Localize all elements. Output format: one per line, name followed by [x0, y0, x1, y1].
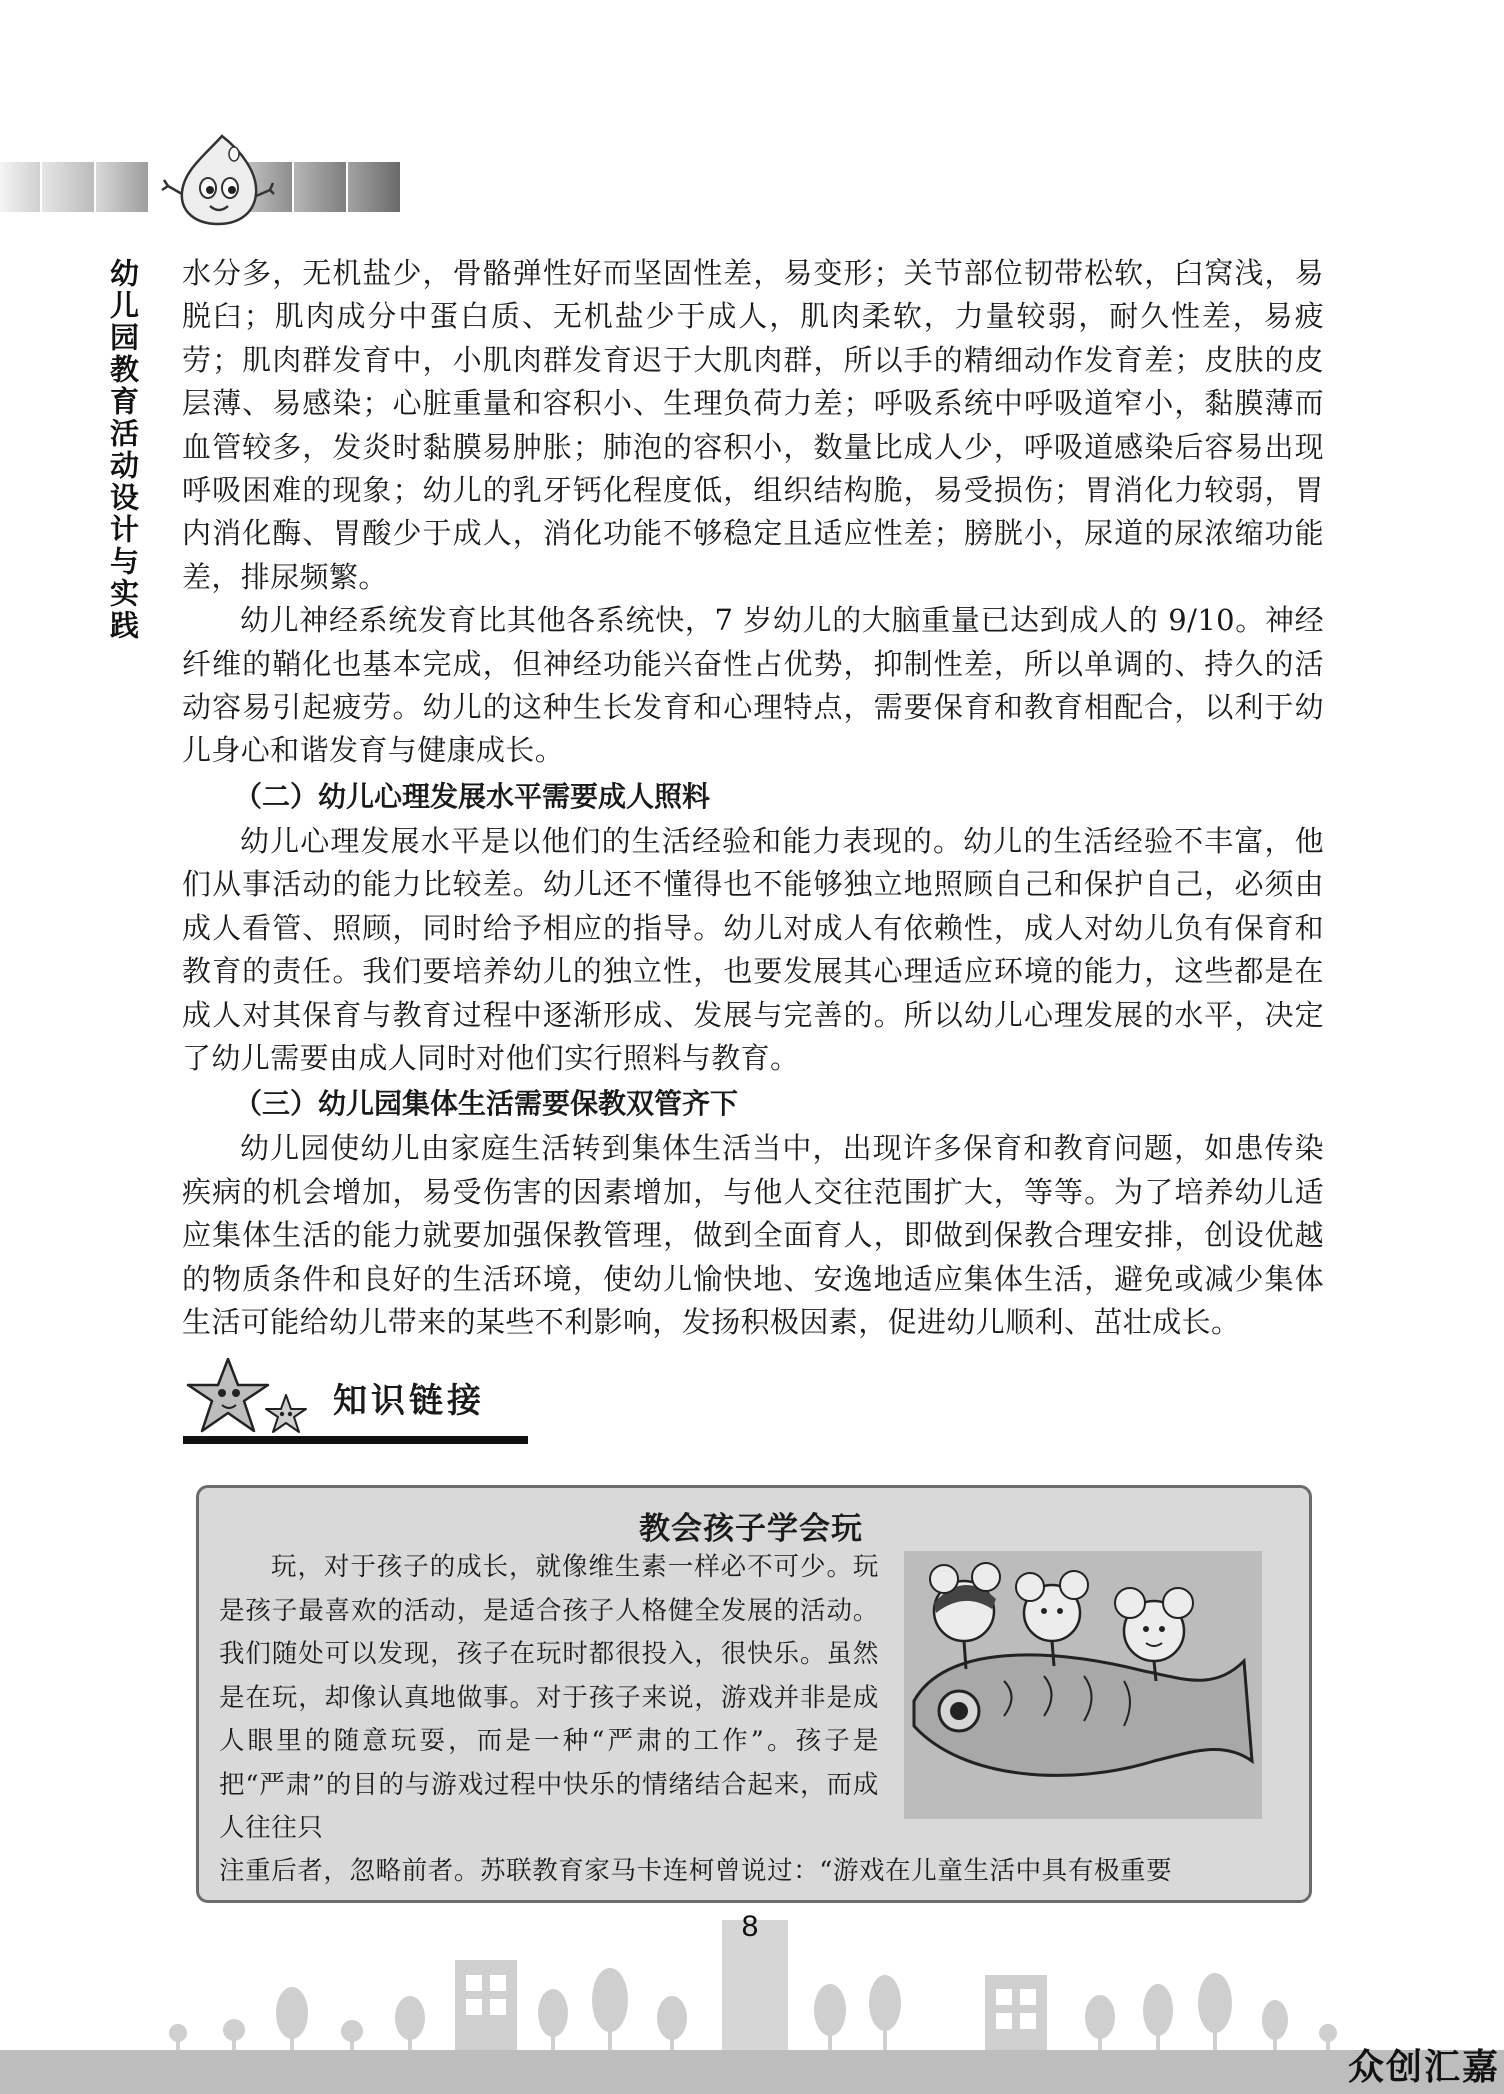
mice-on-fish-illustration	[904, 1551, 1262, 1819]
section-heading: （二）幼儿心理发展水平需要成人照料	[234, 779, 711, 813]
knowledge-link-underline	[183, 1436, 528, 1444]
body-paragraph: 幼儿园使幼儿由家庭生活转到集体生活当中，出现许多保育和教育问题，如患传染疾病的机会增加，易受伤害的因素增加，与他人交往范围扩大，等等。为了培养幼儿适应集体生活的能力就要加强保教管理，做到全面育人，即做到保教合理安排，创设优越的物质条件和良好的生活环境，使幼儿愉快地、安逸地适应集体生活，避免或减少集体生活可能给幼儿带来的某些不利影响，发扬积极因素，促进幼儿顺利、茁壮成长。	[182, 1131, 1324, 1339]
knowledge-box-title: 教会孩子学会玩	[639, 1511, 863, 1547]
main-content	[182, 252, 1324, 1344]
knowledge-box-text: 玩，对于孩子的成长，就像维生素一样必不可少。玩是孩子最喜欢的活动，是适合孩子人格健全发展的活动。我们随处可以发现，孩子在玩时都很投入，很快乐。虽然是在玩，却像认真地做事。对于孩子来说，游戏并非是成人眼里的随意玩耍，而是一种“严肃的工作”。孩子是把“严肃”的目的与游戏过程中快乐的情绪结合起来，而成人往往只	[219, 1552, 879, 1843]
book-side-title: 幼儿园教育活动设计与实践	[106, 258, 140, 642]
body-paragraph: 幼儿神经系统发育比其他各系统快，7 岁幼儿的大脑重量已达到成人的 9/10。神经纤维的鞘化也基本完成，但神经功能兴奋性占优势，抑制性差，所以单调的、持久的活动容易引起疲劳。幼儿的这种生长发育和心理特点，需要保育和教育相配合，以利于幼儿身心和谐发育与健康成长。	[182, 603, 1324, 768]
starfish-icon	[178, 1355, 328, 1440]
body-paragraph: 幼儿心理发展水平是以他们的生活经验和能力表现的。幼儿的生活经验不丰富，他们从事活动的能力比较差。幼儿还不懂得也不能够独立地照顾自己和保护自己，必须由成人看管、照顾，同时给予相应的指导。幼儿对成人有依赖性，成人对幼儿负有保育和教育的责任。我们要培养幼儿的独立性，也要发展其心理适应环境的能力，这些都是在成人对其保育与教育过程中逐渐形成、发展与完善的。所以幼儿心理发展的水平，决定了幼儿需要由成人同时对他们实行照料与教育。	[182, 823, 1324, 1075]
page-number: 8	[741, 1910, 759, 1943]
knowledge-box-last-line: 注重后者，忽略前者。苏联教育家马卡连柯曾说过：“游戏在儿童生活中具有极重要	[219, 1856, 1173, 1886]
section-heading: （三）幼儿园集体生活需要保教双管齐下	[234, 1087, 739, 1121]
knowledge-link-title: 知识链接	[333, 1381, 485, 1421]
knowledge-box	[196, 1485, 1312, 1903]
water-drop-mascot-icon	[160, 128, 275, 228]
knowledge-link-header	[178, 1355, 528, 1447]
watermark: 众创汇嘉	[1347, 2047, 1500, 2088]
body-paragraph: 水分多，无机盐少，骨骼弹性好而坚固性差，易变形；关节部位韧带松软，臼窝浅，易脱臼；肌肉成分中蛋白质、无机盐少于成人，肌肉柔软，力量较弱，耐久性差，易疲劳；肌肉群发育中，小肌肉群发育迟于大肌肉群，所以手的精细动作发育差；皮肤的皮层薄、易感染；心脏重量和容积小、生理负荷力差；呼吸系统中呼吸道窄小，黏膜薄而血管较多，发炎时黏膜易肿胀；肺泡的容积小，数量比成人少，呼吸道感染后容易出现呼吸困难的现象；幼儿的乳牙钙化程度低，组织结构脆，易受损伤；胃消化力较弱，胃内消化酶、胃酸少于成人，消化功能不够稳定且适应性差；膀胱小，尿道的尿浓缩功能差，排尿频繁。	[182, 256, 1324, 594]
